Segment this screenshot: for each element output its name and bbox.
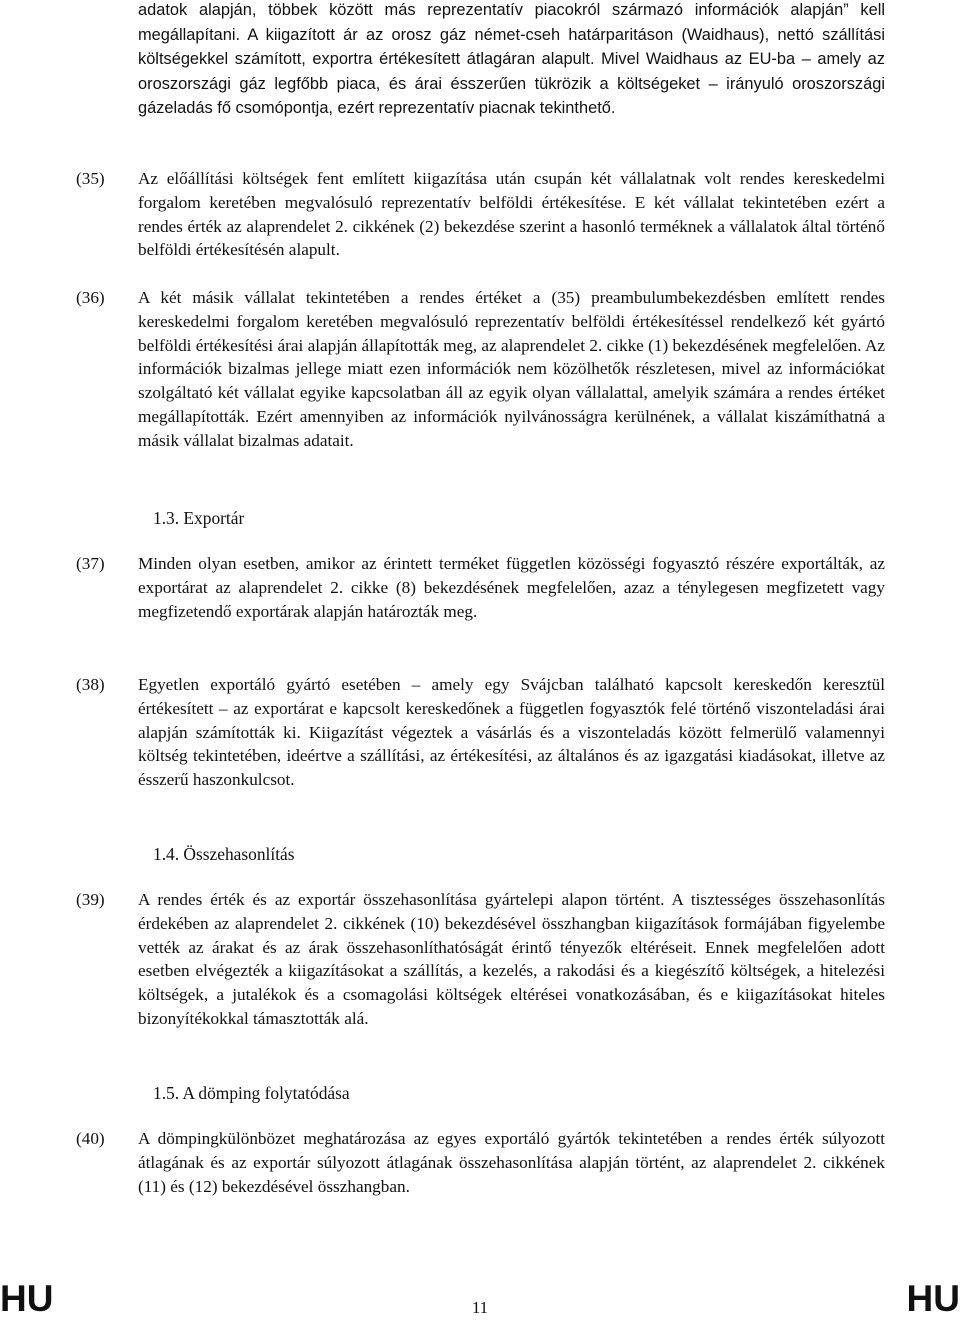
- section-heading-osszehasonlitas: 1.4. Összehasonlítás: [153, 844, 295, 864]
- page-number: 11: [471, 1298, 489, 1317]
- section-heading-domping: 1.5. A dömping folytatódása: [153, 1083, 350, 1103]
- paragraph-text: Az előállítási költségek fent említett kiigazítása után csupán két vállalatnak volt rendes kereskedelmi forgalom keretében megvalósuló reprezentatív belföldi értékesítése. E két vállalat tekintetében ezért a rendes érték az alaprendelet 2. cikkének (2) bekezdése szerint a hasonló terméknek a vállalatok által történő belföldi értékesítésén alapult.: [138, 169, 885, 260]
- paragraph-text: A rendes érték és az exportár összehasonlítása gyártelepi alapon történt. A tisztességes összehasonlítás érdekében az alaprendelet 2. cikkének (10) bekezdésével összhangban kiigazítások formájában figyelembe vették az árakat és az árak összehasonlíthatóságát érintő tényezők eltéréseit. Ennek megfelelően adott esetben elvégezték a kiigazításokat a szállítás, a kezelés, a rakodási és a kiegészítő költségek, a hitelezési költségek, a jutalékok és a csomagolási költségek eltérései vonatkozásában, és e kiigazításokat hiteles bizonyítékokkal támasztották alá.: [138, 890, 885, 1028]
- paragraph-number: (40): [76, 1129, 105, 1148]
- footer-language-left: HU: [0, 1278, 54, 1319]
- paragraph-number: (36): [76, 288, 105, 307]
- paragraph-number: (39): [76, 890, 105, 909]
- paragraph-text: A dömpingkülönbözet meghatározása az egyes exportáló gyártók tekintetében a rendes érték súlyozott átlagának és az exportár súlyozott átlagának összehasonlítása alapján történt, az alaprendelet 2. cikkének (11) és (12) bekezdésével összhangban.: [138, 1129, 885, 1196]
- continuation-text: adatok alapján, többek között más reprezentatív piacokról származó információk alapján” kell megállapítani. A kiigazított ár az orosz gáz német-cseh határparitáson (Waidhaus), nettó szállítási költségekkel számított, exportra értékesített átlagáran alapult. Mivel Waidhaus az EU-ba – amely az oroszországi gáz legfőbb piaca, és árai ésszerűen tükrözik a költségeket – irányuló oroszországi gázeladás fő csomópontja, ezért reprezentatív piacnak tekinthető.: [138, 1, 885, 118]
- section-heading-exportar: 1.3. Exportár: [153, 508, 245, 528]
- paragraph-text: Egyetlen exportáló gyártó esetében – amely egy Svájcban található kapcsolt kereskedőn keresztül értékesített – az exportárat e kapcsolt kereskedőnek a független fogyasztók felé történő viszonteladási árai alapján számították ki. Kiigazítást végeztek a vásárlás és a viszonteladás között felmerülő valamennyi költség tekintetében, ideértve a szállítási, az értékesítési, az általános és az igazgatási kiadásokat, illetve az ésszerű haszonkulcsot.: [138, 675, 885, 790]
- continuation-paragraph: [138, 0, 885, 121]
- paragraph-text: A két másik vállalat tekintetében a rendes értéket a (35) preambulumbekezdésben említett rendes kereskedelmi forgalom keretében megvalósuló reprezentatív belföldi értékesítéssel rendelkező két gyártó belföldi értékesítési árai alapján állapították meg, az alaprendelet 2. cikke (1) bekezdésének megfelelően. Az információk bizalmas jellege miatt ezen információk nem közölhetők részletesen, mivel az információkat szolgáltató két vállalat egyike kapcsolatban áll az egyik olyan vállalattal, amelyik számára a rendes értéket megállapították. Ezért amennyiben az információk nyilvánosságra kerülnének, a vállalat kiszámíthatná a másik vállalat bizalmas adatait.: [138, 288, 885, 450]
- footer-language-right: HU: [906, 1278, 960, 1319]
- paragraph-number: (37): [76, 554, 105, 573]
- paragraph-number: (35): [76, 169, 105, 188]
- paragraph-text: Minden olyan esetben, amikor az érintett terméket független közösségi fogyasztó részére exportálták, az exportárat az alaprendelet 2. cikke (8) bekezdésének megfelelően, azaz a ténylegesen megfizetett vagy megfizetendő exportárak alapján határozták meg.: [138, 554, 885, 621]
- paragraph-number: (38): [76, 675, 105, 694]
